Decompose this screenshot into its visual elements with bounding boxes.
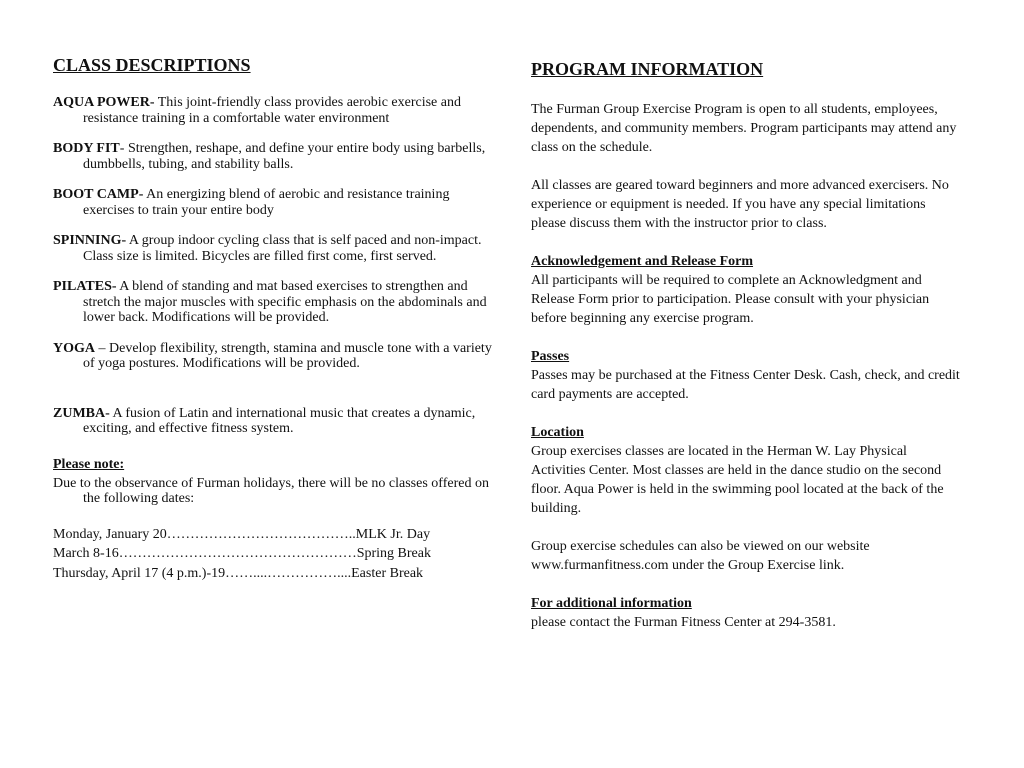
class-pilates <box>53 279 503 326</box>
class-aqua-power <box>53 95 503 126</box>
program-information-heading: PROGRAM INFORMATION <box>531 59 764 79</box>
class-description: A group indoor cycling class that is self paced and non-impact. Class size is limited. Bicycles are filled first come, first served. <box>83 233 482 264</box>
class-description: This joint-friendly class provides aerobic exercise and resistance training in a comfortable water environment <box>83 95 461 126</box>
program-information-column <box>531 58 961 632</box>
holiday-date-row: Monday, January 20…………………………………..MLK Jr. Day <box>53 526 431 542</box>
additional-info-heading: For additional information <box>531 596 692 611</box>
holiday-note-text: Due to the observance of Furman holidays, there will be no classes offered on the following dates: <box>53 475 489 506</box>
class-descriptions-heading: CLASS DESCRIPTIONS <box>53 55 251 75</box>
class-name: AQUA POWER- <box>53 95 155 110</box>
class-name: BOOT CAMP- <box>53 187 144 202</box>
class-name: SPINNING- <box>53 233 127 248</box>
class-zumba <box>53 406 503 437</box>
class-description: - Strengthen, reshape, and define your entire body using barbells, dumbbells, tubing, and stability balls. <box>83 141 486 172</box>
passes-text: Passes may be purchased at the Fitness Center Desk. Cash, check, and credit card payments are accepted. <box>531 368 960 402</box>
class-description: – Develop flexibility, strength, stamina and muscle tone with a variety of yoga postures. Modifications will be provided. <box>83 340 492 371</box>
program-intro-text: The Furman Group Exercise Program is open to all students, employees, dependents, and community members. Program participants may attend any class on the schedule. <box>531 102 957 155</box>
class-yoga <box>53 341 503 372</box>
location-heading: Location <box>531 425 584 440</box>
location-text: Group exercises classes are located in the Herman W. Lay Physical Activities Center. Most classes are held in the dance studio on the second floor. Aqua Power is held in the swimming pool located at the back of the building. <box>531 444 944 516</box>
class-name: PILATES- <box>53 279 117 294</box>
program-levels-text: All classes are geared toward beginners and more advanced exercisers. No experience or equipment is needed. If you have any special limitations please discuss them with the instructor prior to class. <box>531 178 949 231</box>
acknowledgement-text: All participants will be required to complete an Acknowledgment and Release Form prior to participation. Please consult with your physician before beginning any exercise program. <box>531 273 930 326</box>
class-name: YOGA <box>53 340 95 356</box>
passes-heading: Passes <box>531 349 570 364</box>
class-name: BODY FIT <box>53 141 120 156</box>
website-text: Group exercise schedules can also be viewed on our website www.furmanfitness.com under the Group Exercise link. <box>531 539 870 573</box>
class-descriptions-column <box>53 54 503 583</box>
class-spinning <box>53 233 503 264</box>
class-body-fit <box>53 141 503 172</box>
holiday-dates-list <box>53 525 503 584</box>
class-description: A blend of standing and mat based exercises to strengthen and stretch the major muscles with specific emphasis on the abdominals and lower back. Modifications will be provided. <box>83 279 487 325</box>
class-list <box>53 95 503 437</box>
acknowledgement-heading: Acknowledgement and Release Form <box>531 254 754 269</box>
class-description: An energizing blend of aerobic and resistance training exercises to train your entire body <box>83 187 450 218</box>
class-description: A fusion of Latin and international music that creates a dynamic, exciting, and effective fitness system. <box>83 405 476 436</box>
please-note-heading: Please note: <box>53 456 125 472</box>
class-boot-camp <box>53 187 503 218</box>
class-name: ZUMBA- <box>53 405 110 421</box>
holiday-date-row: Thursday, April 17 (4 p.m.)-19……....……………....Easter Break <box>53 565 424 581</box>
additional-info-text: please contact the Furman Fitness Center at 294-3581. <box>531 615 836 630</box>
holiday-date-row: March 8-16……………………………………………Spring Break <box>53 546 431 561</box>
